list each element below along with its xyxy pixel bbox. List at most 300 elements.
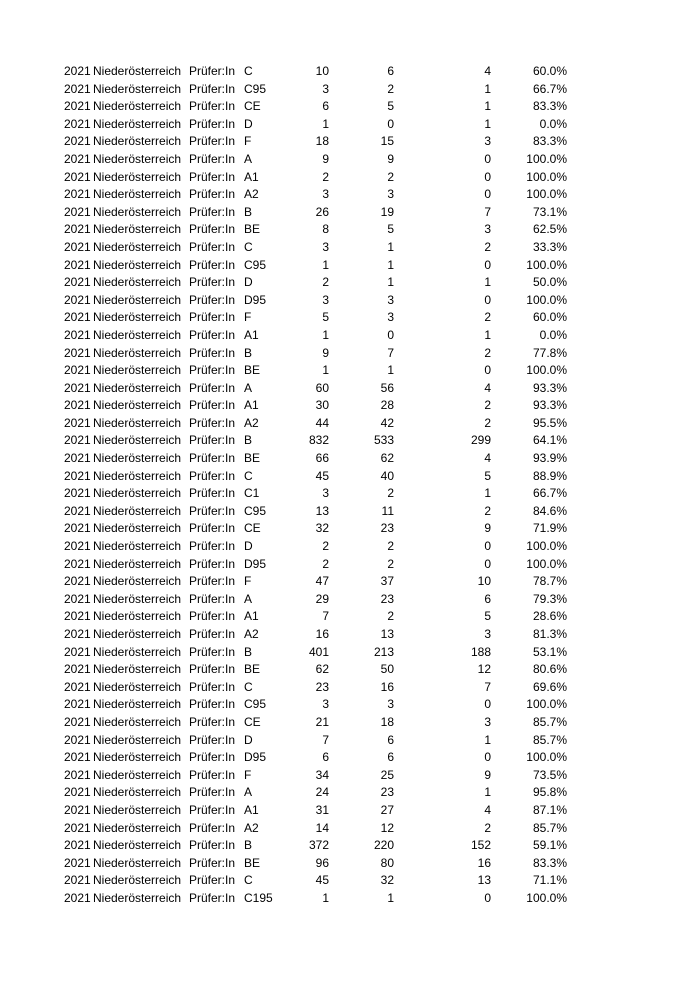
pass-rate-cell: 0.0% <box>539 327 567 342</box>
failed-cell: 1 <box>484 785 491 800</box>
license-class-cell: BE <box>244 363 261 378</box>
pass-rate-cell: 100.0% <box>526 169 567 184</box>
region-cell: Niederösterreich <box>93 134 182 149</box>
region-cell: Niederösterreich <box>93 820 182 835</box>
license-class-cell: D95 <box>244 556 267 571</box>
region-cell: Niederösterreich <box>93 556 182 571</box>
failed-cell: 1 <box>484 486 491 501</box>
year-cell: 2021 <box>64 627 91 641</box>
table-row <box>0 556 700 574</box>
total-cell: 34 <box>315 767 329 782</box>
failed-cell: 1 <box>484 99 491 114</box>
region-cell: Niederösterreich <box>93 486 182 501</box>
passed-cell: 1 <box>387 239 394 254</box>
year-cell: 2021 <box>64 239 91 254</box>
table-row <box>0 485 700 503</box>
pass-rate-cell: 79.3% <box>532 591 567 606</box>
role-cell: Prüfer:In <box>189 222 236 237</box>
pass-rate-cell: 93.3% <box>532 380 567 395</box>
role-cell: Prüfer:In <box>189 257 236 272</box>
year-cell: 2021 <box>64 363 91 378</box>
role-cell: Prüfer:In <box>189 820 236 835</box>
role-cell: Prüfer:In <box>189 802 236 817</box>
role-cell: Prüfer:In <box>189 345 236 360</box>
role-cell: Prüfer:In <box>189 838 236 853</box>
failed-cell: 4 <box>484 802 491 817</box>
role-cell: Prüfer:In <box>189 609 236 624</box>
year-cell: 2021 <box>64 486 91 501</box>
role-cell: Prüfer:In <box>189 697 236 712</box>
table-row <box>0 309 700 327</box>
license-class-cell: C1 <box>244 486 260 501</box>
region-cell: Niederösterreich <box>93 310 182 325</box>
pass-rate-cell: 66.7% <box>532 486 567 501</box>
year-cell: 2021 <box>64 134 91 149</box>
pass-rate-cell: 95.5% <box>532 415 567 430</box>
table-row <box>0 432 700 450</box>
year-cell: 2021 <box>64 257 91 272</box>
passed-cell: 9 <box>387 151 394 166</box>
total-cell: 24 <box>315 785 329 800</box>
total-cell: 8 <box>322 222 329 237</box>
total-cell: 47 <box>315 574 329 589</box>
table-row <box>0 520 700 538</box>
year-cell: 2021 <box>64 204 91 219</box>
table-row <box>0 661 700 679</box>
role-cell: Prüfer:In <box>189 116 236 131</box>
pass-rate-cell: 33.3% <box>532 239 567 254</box>
passed-cell: 18 <box>380 714 394 729</box>
region-cell: Niederösterreich <box>93 187 182 202</box>
failed-cell: 3 <box>484 627 491 641</box>
year-cell: 2021 <box>64 679 91 694</box>
year-cell: 2021 <box>64 327 91 342</box>
total-cell: 9 <box>322 345 329 360</box>
year-cell: 2021 <box>64 714 91 729</box>
role-cell: Prüfer:In <box>189 451 236 466</box>
year-cell: 2021 <box>64 609 91 624</box>
passed-cell: 28 <box>380 398 394 413</box>
table-row <box>0 397 700 415</box>
total-cell: 1 <box>322 116 329 131</box>
license-class-cell: F <box>244 574 252 589</box>
table-row <box>0 81 700 99</box>
region-cell: Niederösterreich <box>93 574 182 589</box>
passed-cell: 3 <box>387 310 394 325</box>
license-class-cell: D <box>244 116 253 131</box>
failed-cell: 0 <box>484 363 491 378</box>
pass-rate-cell: 71.1% <box>532 873 567 888</box>
role-cell: Prüfer:In <box>189 327 236 342</box>
region-cell: Niederösterreich <box>93 503 182 518</box>
total-cell: 62 <box>315 662 329 677</box>
year-cell: 2021 <box>64 345 91 360</box>
pass-rate-cell: 28.6% <box>532 609 567 624</box>
pass-rate-cell: 78.7% <box>532 574 567 589</box>
license-class-cell: F <box>244 134 252 149</box>
year-cell: 2021 <box>64 187 91 202</box>
pass-rate-cell: 100.0% <box>526 187 567 202</box>
region-cell: Niederösterreich <box>93 151 182 166</box>
license-class-cell: B <box>244 838 253 853</box>
total-cell: 18 <box>315 134 329 149</box>
year-cell: 2021 <box>64 697 91 712</box>
table-row <box>0 538 700 556</box>
role-cell: Prüfer:In <box>189 714 236 729</box>
table-row <box>0 591 700 609</box>
license-class-cell: C <box>244 64 253 78</box>
total-cell: 96 <box>315 855 329 870</box>
total-cell: 3 <box>322 486 329 501</box>
failed-cell: 2 <box>484 310 491 325</box>
year-cell: 2021 <box>64 591 91 606</box>
role-cell: Prüfer:In <box>189 662 236 677</box>
passed-cell: 533 <box>373 433 394 448</box>
total-cell: 1 <box>322 327 329 342</box>
failed-cell: 1 <box>484 81 491 96</box>
table-row <box>0 573 700 591</box>
total-cell: 3 <box>322 292 329 307</box>
role-cell: Prüfer:In <box>189 239 236 254</box>
failed-cell: 3 <box>484 222 491 237</box>
region-cell: Niederösterreich <box>93 662 182 677</box>
failed-cell: 13 <box>477 873 491 888</box>
license-class-cell: D <box>244 732 253 747</box>
license-class-cell: CE <box>244 714 261 729</box>
license-class-cell: D <box>244 275 253 290</box>
passed-cell: 42 <box>380 415 394 430</box>
table-row <box>0 679 700 697</box>
role-cell: Prüfer:In <box>189 134 236 149</box>
failed-cell: 188 <box>470 644 491 659</box>
region-cell: Niederösterreich <box>93 292 182 307</box>
passed-cell: 50 <box>380 662 394 677</box>
failed-cell: 16 <box>477 855 491 870</box>
license-class-cell: A2 <box>244 415 259 430</box>
failed-cell: 1 <box>484 327 491 342</box>
failed-cell: 1 <box>484 275 491 290</box>
role-cell: Prüfer:In <box>189 539 236 554</box>
year-cell: 2021 <box>64 644 91 659</box>
failed-cell: 0 <box>484 697 491 712</box>
table-row <box>0 802 700 820</box>
year-cell: 2021 <box>64 292 91 307</box>
table-row <box>0 468 700 486</box>
passed-cell: 5 <box>387 99 394 114</box>
table-row <box>0 749 700 767</box>
table-row <box>0 732 700 750</box>
total-cell: 60 <box>315 380 329 395</box>
pass-rate-cell: 64.1% <box>532 433 567 448</box>
role-cell: Prüfer:In <box>189 679 236 694</box>
region-cell: Niederösterreich <box>93 890 182 905</box>
failed-cell: 5 <box>484 468 491 483</box>
table-row <box>0 767 700 785</box>
role-cell: Prüfer:In <box>189 468 236 483</box>
table-row <box>0 820 700 838</box>
total-cell: 832 <box>308 433 329 448</box>
passed-cell: 220 <box>373 838 394 853</box>
license-class-cell: BE <box>244 222 261 237</box>
region-cell: Niederösterreich <box>93 609 182 624</box>
total-cell: 45 <box>315 468 329 483</box>
passed-cell: 16 <box>380 679 394 694</box>
passed-cell: 5 <box>387 222 394 237</box>
license-class-cell: D <box>244 539 253 554</box>
license-class-cell: C195 <box>244 890 273 905</box>
pass-rate-cell: 100.0% <box>526 890 567 905</box>
role-cell: Prüfer:In <box>189 855 236 870</box>
table-row <box>0 274 700 292</box>
pass-rate-cell: 85.7% <box>532 820 567 835</box>
passed-cell: 80 <box>380 855 394 870</box>
region-cell: Niederösterreich <box>93 81 182 96</box>
region-cell: Niederösterreich <box>93 468 182 483</box>
region-cell: Niederösterreich <box>93 275 182 290</box>
passed-cell: 25 <box>380 767 394 782</box>
license-class-cell: A2 <box>244 820 259 835</box>
table-row <box>0 415 700 433</box>
table-row <box>0 380 700 398</box>
failed-cell: 2 <box>484 415 491 430</box>
region-cell: Niederösterreich <box>93 697 182 712</box>
table-row <box>0 345 700 363</box>
passed-cell: 1 <box>387 275 394 290</box>
pass-rate-cell: 88.9% <box>532 468 567 483</box>
table-row <box>0 784 700 802</box>
total-cell: 1 <box>322 890 329 905</box>
role-cell: Prüfer:In <box>189 380 236 395</box>
pass-rate-cell: 84.6% <box>532 503 567 518</box>
total-cell: 372 <box>308 838 329 853</box>
passed-cell: 1 <box>387 257 394 272</box>
year-cell: 2021 <box>64 890 91 905</box>
failed-cell: 152 <box>470 838 491 853</box>
role-cell: Prüfer:In <box>189 99 236 114</box>
region-cell: Niederösterreich <box>93 539 182 554</box>
passed-cell: 2 <box>387 486 394 501</box>
passed-cell: 3 <box>387 292 394 307</box>
role-cell: Prüfer:In <box>189 398 236 413</box>
role-cell: Prüfer:In <box>189 363 236 378</box>
license-class-cell: A <box>244 151 253 166</box>
failed-cell: 0 <box>484 292 491 307</box>
table-row <box>0 626 700 644</box>
role-cell: Prüfer:In <box>189 151 236 166</box>
total-cell: 7 <box>322 609 329 624</box>
total-cell: 1 <box>322 363 329 378</box>
failed-cell: 4 <box>484 380 491 395</box>
failed-cell: 299 <box>470 433 491 448</box>
year-cell: 2021 <box>64 732 91 747</box>
total-cell: 1 <box>322 257 329 272</box>
region-cell: Niederösterreich <box>93 750 182 765</box>
failed-cell: 0 <box>484 556 491 571</box>
passed-cell: 0 <box>387 116 394 131</box>
role-cell: Prüfer:In <box>189 767 236 782</box>
pass-rate-cell: 100.0% <box>526 292 567 307</box>
passed-cell: 2 <box>387 556 394 571</box>
role-cell: Prüfer:In <box>189 732 236 747</box>
failed-cell: 0 <box>484 151 491 166</box>
license-class-cell: C95 <box>244 697 267 712</box>
failed-cell: 2 <box>484 345 491 360</box>
table-row <box>0 239 700 257</box>
passed-cell: 3 <box>387 697 394 712</box>
passed-cell: 6 <box>387 750 394 765</box>
year-cell: 2021 <box>64 767 91 782</box>
pass-rate-cell: 83.3% <box>532 855 567 870</box>
pass-rate-cell: 83.3% <box>532 99 567 114</box>
passed-cell: 2 <box>387 169 394 184</box>
failed-cell: 1 <box>484 116 491 131</box>
passed-cell: 19 <box>380 204 394 219</box>
passed-cell: 11 <box>381 503 394 518</box>
failed-cell: 4 <box>484 451 491 466</box>
failed-cell: 0 <box>484 890 491 905</box>
table-row <box>0 133 700 151</box>
role-cell: Prüfer:In <box>189 310 236 325</box>
total-cell: 401 <box>308 644 329 659</box>
region-cell: Niederösterreich <box>93 345 182 360</box>
region-cell: Niederösterreich <box>93 802 182 817</box>
passed-cell: 7 <box>387 345 394 360</box>
region-cell: Niederösterreich <box>93 327 182 342</box>
passed-cell: 1 <box>387 890 394 905</box>
license-class-cell: C95 <box>244 503 267 518</box>
pass-rate-cell: 100.0% <box>526 257 567 272</box>
failed-cell: 0 <box>484 539 491 554</box>
year-cell: 2021 <box>64 785 91 800</box>
role-cell: Prüfer:In <box>189 64 236 78</box>
failed-cell: 0 <box>484 169 491 184</box>
total-cell: 7 <box>322 732 329 747</box>
passed-cell: 23 <box>380 785 394 800</box>
role-cell: Prüfer:In <box>189 503 236 518</box>
license-class-cell: A1 <box>244 169 259 184</box>
year-cell: 2021 <box>64 151 91 166</box>
total-cell: 5 <box>322 310 329 325</box>
license-class-cell: A <box>244 591 253 606</box>
license-class-cell: A1 <box>244 802 259 817</box>
role-cell: Prüfer:In <box>189 292 236 307</box>
role-cell: Prüfer:In <box>189 169 236 184</box>
total-cell: 9 <box>322 151 329 166</box>
pass-rate-cell: 100.0% <box>526 750 567 765</box>
role-cell: Prüfer:In <box>189 81 236 96</box>
year-cell: 2021 <box>64 99 91 114</box>
license-class-cell: CE <box>244 521 261 536</box>
region-cell: Niederösterreich <box>93 116 182 131</box>
license-class-cell: C <box>244 873 253 888</box>
year-cell: 2021 <box>64 873 91 888</box>
license-class-cell: C <box>244 239 253 254</box>
pass-rate-cell: 73.5% <box>532 767 567 782</box>
region-cell: Niederösterreich <box>93 433 182 448</box>
table-row <box>0 362 700 380</box>
year-cell: 2021 <box>64 310 91 325</box>
total-cell: 3 <box>322 187 329 202</box>
failed-cell: 0 <box>484 187 491 202</box>
pass-rate-cell: 77.8% <box>532 345 567 360</box>
pass-rate-cell: 100.0% <box>526 151 567 166</box>
year-cell: 2021 <box>64 521 91 536</box>
table-row <box>0 292 700 310</box>
total-cell: 3 <box>322 81 329 96</box>
total-cell: 13 <box>315 503 329 518</box>
year-cell: 2021 <box>64 451 91 466</box>
table-row <box>0 714 700 732</box>
failed-cell: 12 <box>477 662 491 677</box>
passed-cell: 27 <box>380 802 394 817</box>
table-row <box>0 63 700 81</box>
pass-rate-cell: 100.0% <box>526 363 567 378</box>
region-cell: Niederösterreich <box>93 380 182 395</box>
table-row <box>0 696 700 714</box>
total-cell: 26 <box>315 204 329 219</box>
year-cell: 2021 <box>64 802 91 817</box>
region-cell: Niederösterreich <box>93 732 182 747</box>
region-cell: Niederösterreich <box>93 239 182 254</box>
region-cell: Niederösterreich <box>93 855 182 870</box>
total-cell: 2 <box>322 275 329 290</box>
pass-rate-cell: 93.3% <box>532 398 567 413</box>
pass-rate-cell: 100.0% <box>526 697 567 712</box>
failed-cell: 4 <box>484 64 491 78</box>
license-class-cell: CE <box>244 99 261 114</box>
passed-cell: 32 <box>380 873 394 888</box>
region-cell: Niederösterreich <box>93 363 182 378</box>
role-cell: Prüfer:In <box>189 415 236 430</box>
license-class-cell: F <box>244 310 252 325</box>
region-cell: Niederösterreich <box>93 451 182 466</box>
table-row <box>0 450 700 468</box>
role-cell: Prüfer:In <box>189 627 236 641</box>
failed-cell: 7 <box>484 679 491 694</box>
passed-cell: 6 <box>387 732 394 747</box>
license-class-cell: C95 <box>244 81 267 96</box>
year-cell: 2021 <box>64 169 91 184</box>
role-cell: Prüfer:In <box>189 275 236 290</box>
table-row <box>0 644 700 662</box>
passed-cell: 23 <box>380 591 394 606</box>
region-cell: Niederösterreich <box>93 627 182 641</box>
total-cell: 30 <box>315 398 329 413</box>
table-row <box>0 204 700 222</box>
region-cell: Niederösterreich <box>93 679 182 694</box>
pass-rate-cell: 59.1% <box>532 838 567 853</box>
region-cell: Niederösterreich <box>93 99 182 114</box>
passed-cell: 37 <box>380 574 394 589</box>
table-row <box>0 837 700 855</box>
role-cell: Prüfer:In <box>189 750 236 765</box>
license-class-cell: A1 <box>244 327 259 342</box>
role-cell: Prüfer:In <box>189 433 236 448</box>
region-cell: Niederösterreich <box>93 767 182 782</box>
license-class-cell: B <box>244 204 253 219</box>
table-row <box>0 186 700 204</box>
year-cell: 2021 <box>64 750 91 765</box>
region-cell: Niederösterreich <box>93 64 182 78</box>
pass-rate-cell: 60.0% <box>532 310 567 325</box>
role-cell: Prüfer:In <box>189 204 236 219</box>
region-cell: Niederösterreich <box>93 785 182 800</box>
year-cell: 2021 <box>64 64 91 78</box>
passed-cell: 3 <box>387 187 394 202</box>
table-row <box>0 890 700 908</box>
role-cell: Prüfer:In <box>189 187 236 202</box>
license-class-cell: B <box>244 345 253 360</box>
